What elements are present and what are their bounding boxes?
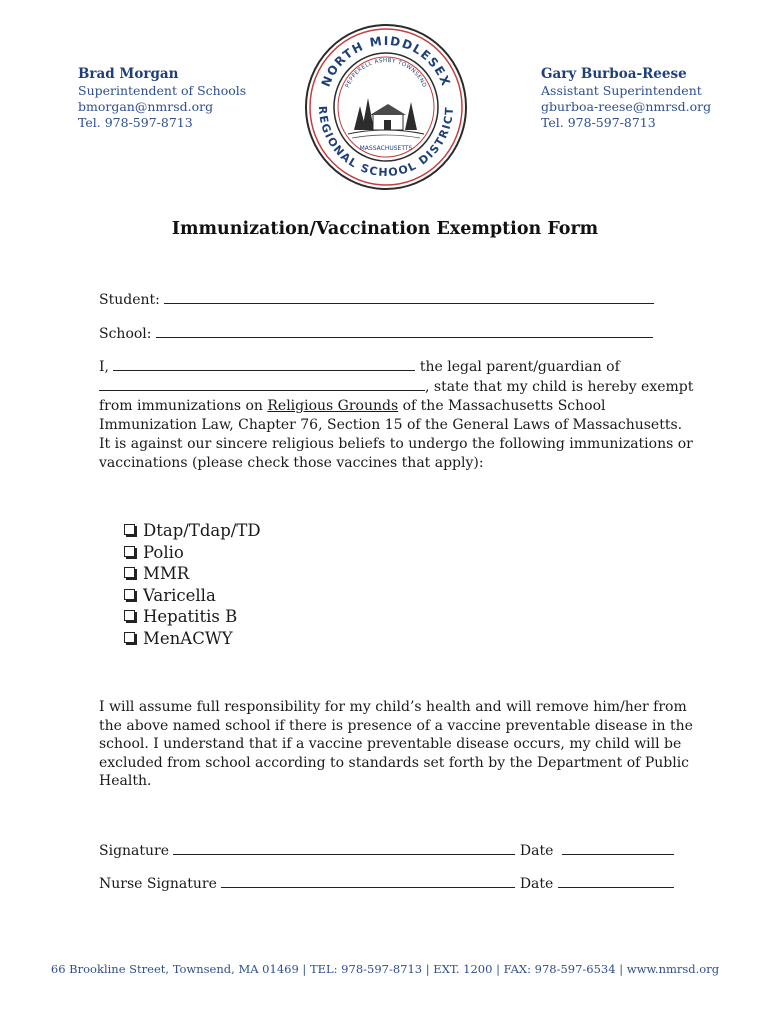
school-row xyxy=(99,324,653,342)
vaccine-item-varicella[interactable] xyxy=(124,585,261,607)
seal-town-1: PEPPERELL xyxy=(344,60,374,89)
exempt-pre: from immunizations on xyxy=(99,398,268,414)
religious-grounds: Religious Grounds xyxy=(267,398,399,414)
child-name-field[interactable] xyxy=(99,377,425,391)
check-instruction: vaccinations (please check those vaccines that apply): xyxy=(99,455,484,471)
signature-label: Signature xyxy=(99,843,170,859)
form-title: Immunization/Vaccination Exemption Form xyxy=(171,219,599,239)
responsibility-line: Health. xyxy=(99,773,152,789)
checkbox-icon[interactable] xyxy=(124,589,135,600)
checkbox-icon[interactable] xyxy=(124,632,135,643)
footer-address: 66 Brookline Street, Townsend, MA 01469 | TEL: 978-597-8713 | EXT. 1200 | FAX: 978-597-6534 | www.nmrsd.org xyxy=(50,962,720,976)
child-suffix: , state that my child is hereby exempt xyxy=(425,379,694,395)
vaccine-label: Dtap/Tdap/TD xyxy=(143,521,261,540)
superintendent-name: Brad Morgan xyxy=(78,66,179,82)
signature-row xyxy=(99,841,674,859)
nurse-signature-field[interactable] xyxy=(221,874,515,888)
exemption-statement xyxy=(99,357,719,473)
nurse-date-field[interactable] xyxy=(558,874,674,888)
vaccine-item-polio[interactable] xyxy=(124,542,261,564)
responsibility-line: school. I understand that if a vaccine preventable disease occurs, my child will be xyxy=(99,736,682,752)
nurse-date-label: Date xyxy=(519,876,554,892)
law-line: Immunization Law, Chapter 76, Section 15 of the General Laws of Massachusetts. xyxy=(99,417,683,433)
responsibility-line: I will assume full responsibility for my child’s health and will remove him/her from xyxy=(99,699,687,715)
seal-top-text: NORTH MIDDLESEX xyxy=(318,33,454,89)
checkbox-icon[interactable] xyxy=(124,567,135,578)
belief-line: It is against our sincere religious beliefs to undergo the following immunizations or xyxy=(99,436,693,452)
assistant-title: Assistant Superintendent xyxy=(541,83,702,98)
responsibility-statement xyxy=(99,698,719,791)
district-seal-logo xyxy=(304,22,468,192)
parent-prefix: I, xyxy=(99,359,109,375)
seal-scene-illustration xyxy=(348,98,424,138)
assistant-email: gburboa-reese@nmrsd.org xyxy=(541,99,712,114)
checkbox-icon[interactable] xyxy=(124,610,135,621)
nurse-signature-label: Nurse Signature xyxy=(99,876,217,892)
assistant-superintendent-contact xyxy=(541,66,711,131)
vaccine-label: MMR xyxy=(143,564,190,583)
vaccine-label: Varicella xyxy=(143,585,216,605)
vaccine-checklist xyxy=(124,520,261,649)
student-label: Student: xyxy=(99,292,160,308)
seal-town-3: TOWNSEND xyxy=(396,59,428,89)
date-label: Date xyxy=(519,843,554,859)
seal-town-2: ASHBY xyxy=(374,57,397,66)
superintendent-phone: Tel. 978-597-8713 xyxy=(78,115,193,130)
parent-name-field[interactable] xyxy=(113,357,415,371)
checkbox-icon[interactable] xyxy=(124,524,135,535)
signature-date-field[interactable] xyxy=(562,841,674,855)
seal-bottom-text: REGIONAL SCHOOL DISTRICT xyxy=(315,105,457,180)
vaccine-item-dtap[interactable] xyxy=(124,520,261,542)
student-row xyxy=(99,290,654,308)
assistant-name: Gary Burboa-Reese xyxy=(541,66,687,82)
student-field[interactable] xyxy=(164,290,654,304)
nurse-signature-row xyxy=(99,874,674,892)
vaccine-label: Polio xyxy=(143,542,184,562)
superintendent-title: Superintendent of Schools xyxy=(78,83,247,98)
parent-suffix: the legal parent/guardian of xyxy=(419,359,620,375)
responsibility-line: excluded from school according to standards set forth by the Department of Public xyxy=(99,754,690,771)
vaccine-label: Hepatitis B xyxy=(143,607,238,626)
school-label: School: xyxy=(99,326,152,342)
superintendent-contact xyxy=(78,66,246,131)
school-field[interactable] xyxy=(156,324,653,338)
responsibility-line: the above named school if there is presence of a vaccine preventable disease in the xyxy=(99,717,693,734)
exempt-post: of the Massachusetts School xyxy=(398,398,606,414)
vaccine-item-mmr[interactable] xyxy=(124,563,261,585)
vaccine-label: MenACWY xyxy=(143,628,233,648)
assistant-phone: Tel. 978-597-8713 xyxy=(541,115,656,130)
seal-state-text: MASSACHUSETTS xyxy=(359,145,413,152)
vaccine-item-hepatitis-b[interactable] xyxy=(124,606,261,628)
checkbox-icon[interactable] xyxy=(124,546,135,557)
signature-field[interactable] xyxy=(173,841,515,855)
superintendent-email: bmorgan@nmrsd.org xyxy=(78,99,214,114)
vaccine-item-menacwy[interactable] xyxy=(124,628,261,650)
